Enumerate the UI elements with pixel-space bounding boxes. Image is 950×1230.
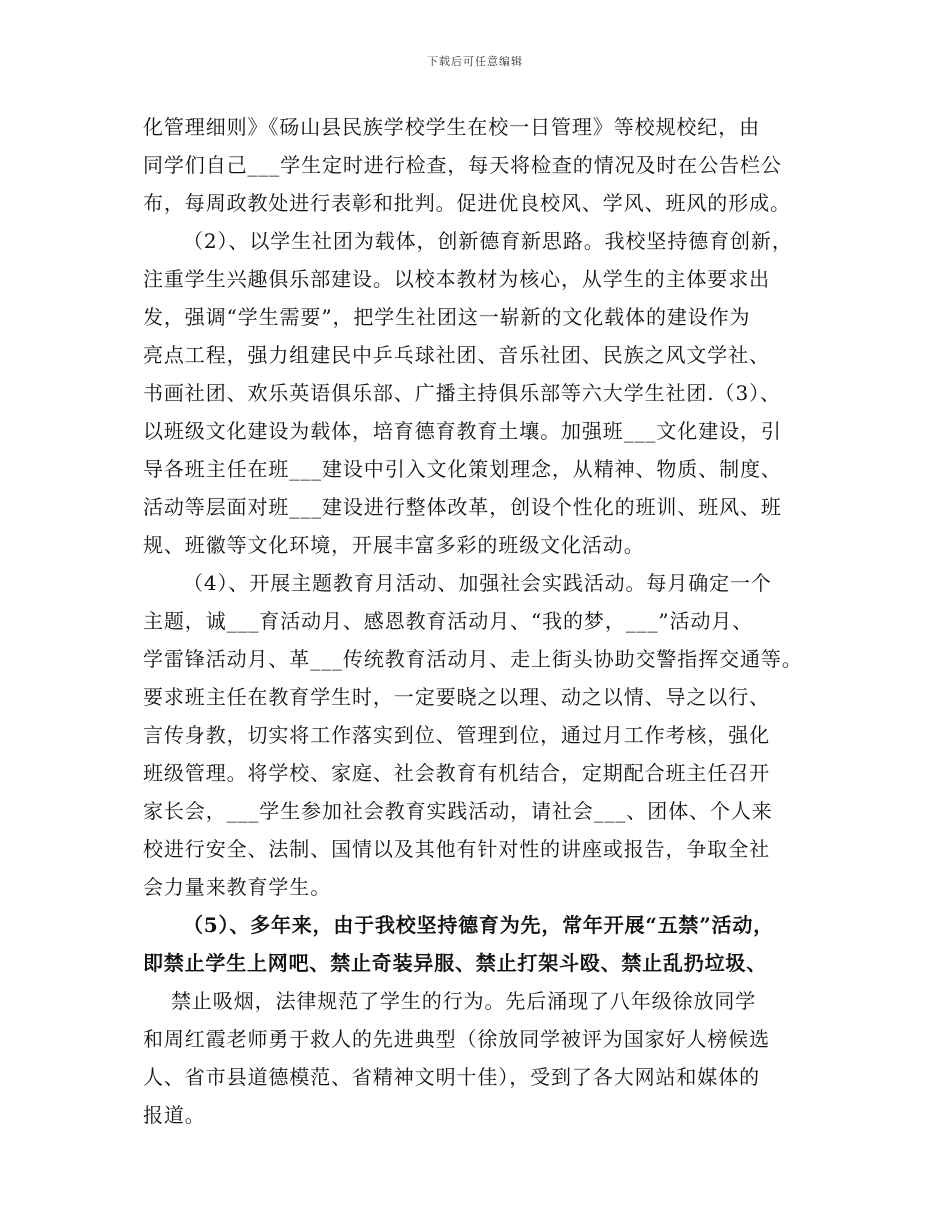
text-line: 班级管理。将学校、家庭、社会教育有机结合，定期配合班主任召开 bbox=[143, 761, 770, 785]
text-line: 主题，诚___育活动月、感恩教育活动月、“我的梦，___”活动月、 bbox=[143, 609, 754, 633]
page-header: 下载后可任意编辑 bbox=[427, 55, 523, 68]
paragraph-5-bold-line: 即禁止学生上网吧、禁止奇装异服、禁止打架斗殴、禁止乱扔垃圾、 bbox=[143, 951, 767, 975]
text-line: 言传身教，切实将工作落实到位、管理到位，通过月工作考核，强化 bbox=[143, 723, 770, 747]
text-line: 导各班主任在班___建设中引入文化策划理念，从精神、物质、制度、 bbox=[143, 457, 782, 481]
text-line: 校进行安全、法制、国情以及其他有针对性的讲座或报告，争取全社 bbox=[143, 837, 770, 861]
paragraph-5-continuation-line: 禁止吸烟，法律规范了学生的行为。先后涌现了八年级徐放同学 bbox=[171, 989, 757, 1013]
text-line: 同学们自己___学生定时进行检查，每天将检查的情况及时在公告栏公 bbox=[143, 153, 782, 177]
paragraph-5-bold-line: （5）、多年来，由于我校坚持德育为先，常年开展“五禁”活动， bbox=[183, 913, 774, 937]
text-line: 以班级文化建设为载体，培育德育教育土壤。加强班___文化建设，引 bbox=[143, 419, 782, 443]
text-line: 规、班徽等文化环境，开展丰富多彩的班级文化活动。 bbox=[143, 533, 645, 557]
paragraph-4-first-line: （4）、开展主题教育月活动、加强社会实践活动。每月确定一个 bbox=[183, 571, 772, 595]
text-line: 书画社团、欢乐英语俱乐部、广播主持俱乐部等六大学生社团.（3）、 bbox=[143, 381, 781, 405]
text-line: 人、省市县道德模范、省精神文明十佳），受到了各大网站和媒体的 bbox=[143, 1065, 760, 1089]
text-line: 活动等层面对班___建设进行整体改革，创设个性化的班训、班风、班 bbox=[143, 495, 782, 519]
text-line: 化管理细则》《砀山县民族学校学生在校一日管理》等校规校纪，由 bbox=[143, 115, 760, 139]
paragraph-2-first-line: （2）、以学生社团为载体，创新德育新思路。我校坚持德育创新， bbox=[183, 229, 793, 253]
text-line: 亮点工程，强力组建民中乒乓球社团、音乐社团、民族之风文学社、 bbox=[143, 343, 770, 367]
text-line: 发，强调“学生需要”，把学生社团这一崭新的文化载体的建设作为 bbox=[143, 305, 751, 329]
text-line: 注重学生兴趣俱乐部建设。以校本教材为核心，从学生的主体要求出 bbox=[143, 267, 770, 291]
document-body bbox=[143, 108, 823, 1134]
text-line: 布，每周政教处进行表彰和批判。促进优良校风、学风、班风的形成。 bbox=[143, 191, 791, 215]
text-line: 学雷锋活动月、革___传统教育活动月、走上街头协助交警指挥交通等。 bbox=[143, 647, 803, 671]
text-line: 报道。 bbox=[143, 1103, 206, 1127]
text-line: 会力量来教育学生。 bbox=[143, 875, 332, 899]
text-line: 家长会，___学生参加社会教育实践活动，请社会___、团体、个人来 bbox=[143, 799, 773, 823]
text-line: 和周红霞老师勇于救人的先进典型（徐放同学被评为国家好人榜候选 bbox=[143, 1027, 770, 1051]
text-line: 要求班主任在教育学生时，一定要晓之以理、动之以情、导之以行、 bbox=[143, 685, 770, 709]
